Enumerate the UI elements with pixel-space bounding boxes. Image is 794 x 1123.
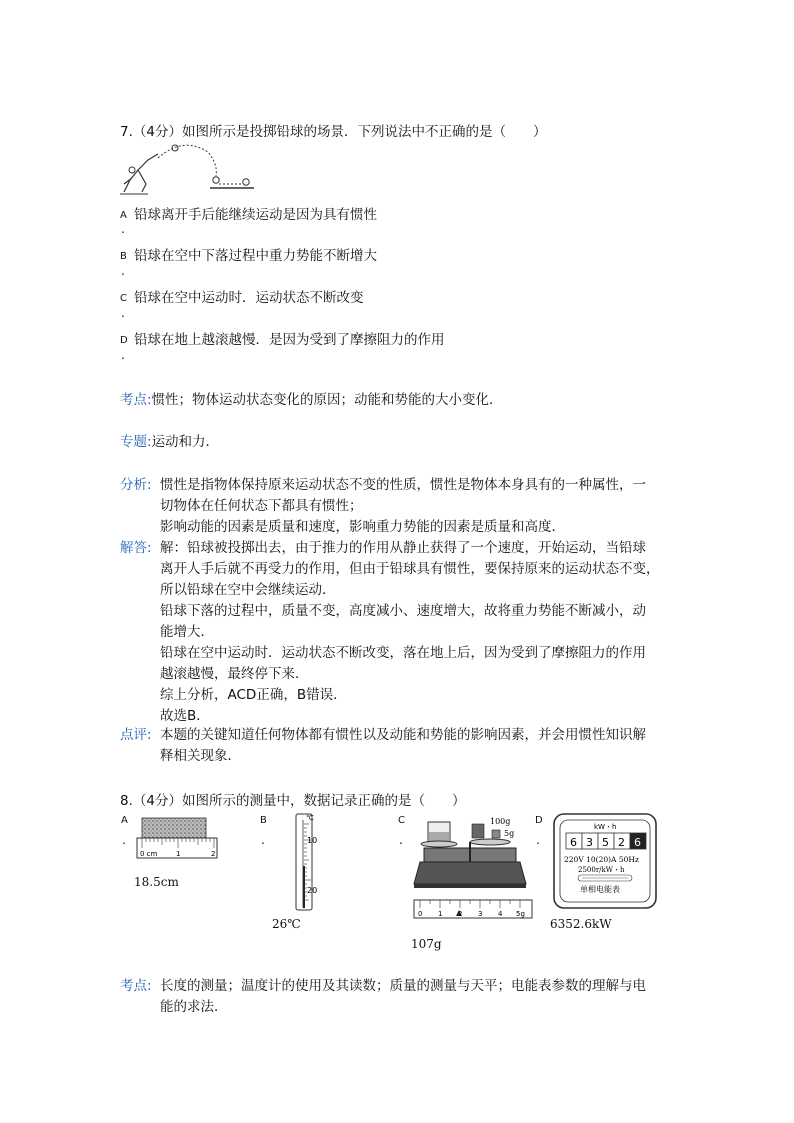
balance-tick-label: 2 [458,910,463,918]
fig-c-letter: C [398,815,405,826]
fig-b-letter: B [260,815,267,826]
thermometer-tick-label: 20 [307,886,318,895]
ruler-tick-label: 1 [176,850,181,858]
dot: . [121,348,125,362]
weight-100g-label: 100g [490,817,511,826]
meter-name: 单相电能表 [580,885,620,894]
meter-digit: 6 [570,836,577,849]
q7-dianping-label: 点评: [120,727,152,743]
fig-d-letter: D [535,815,543,826]
meter-digit: 5 [602,836,609,849]
q7-fenxi-label: 分析: [120,477,152,493]
q8-stem: 8.（4分）如图所示的测量中，数据记录正确的是（ ） [120,793,466,809]
q7-stem: 7.（4分）如图所示是投掷铅球的场景．下列说法中不正确的是（ ） [120,124,547,140]
meter-unit: kW・h [594,823,617,831]
thermometer-unit: ℃ [306,814,314,822]
fig-a-letter: A [121,815,128,826]
fig-c-caption: 107g [411,937,442,951]
q7-dianping-text: 本题的关键知道任何物体都有惯性以及动能和势能的影响因素，并会用惯性知识解 释相关现象． [160,727,646,764]
q8-kaodian-text: 长度的测量；温度计的使用及其读数；质量的测量与天平；电能表参数的理解与电 能的求法． [160,978,646,1015]
block [142,818,206,838]
dot: . [121,264,125,278]
q7-kaodian: 考点:惯性；物体运动状态变化的原因；动能和势能的大小变化． [120,392,503,408]
balance-tick-label: 4 [498,910,503,918]
ruler-tick-label: 2 [211,850,216,858]
q7-jieda-text: 解：铅球被投掷出去，由于推力的作用从静止获得了一个速度，开始运动，当铅球 离开人手后就不再受力的作用，但由于铅球具有惯性，要保持原来的运动状态不变， 所以铅球在空中会继续运动． 铅球下落的过程中，质量不变，高度减小、速度增大，故将重力势能不断减小，动 能增大． 铅球在空中运动时．运动状态不断改变，落在地上后，因为受到了摩擦阻力的作用 越滚越慢，最终停下来． 综上分析，ACD正确，B错误． 故选B． [160,540,660,724]
dot: . [122,833,126,847]
thermometer-figure [290,812,326,912]
balance-tick-label: 5g [516,910,525,918]
fig-a-caption: 18.5cm [134,875,179,889]
meter-digit-decimal: 6 [634,836,641,849]
q7-option-b: B 铅球在空中下落过程中重力势能不断增大 [120,248,377,264]
fig-d-caption: 6352.6kW [550,917,612,931]
ruler-tick-label: 0 cm [140,850,158,858]
q7-option-d: D 铅球在地上越滚越慢．是因为受到了摩擦阻力的作用 [120,332,445,348]
shot-put-illustration [118,140,258,196]
thermometer-tick-label: 10 [307,836,318,845]
electricity-meter-figure [550,812,660,912]
ruler-figure [136,816,220,862]
fig-b-caption: 26℃ [272,917,301,931]
balance-figure [410,812,536,922]
dot: . [399,833,403,847]
balance-tick-label: 3 [478,910,483,918]
meter-constant: 2500r/kW・h [578,866,625,874]
meter-digit: 3 [586,836,593,849]
dot: . [261,833,265,847]
balance-tick-label: 0 [418,910,423,918]
meter-rating: 220V 10(20)A 50Hz [564,855,639,864]
q7-option-a: A 铅球离开手后能继续运动是因为具有惯性 [120,207,377,223]
balance-tick-label: 1 [438,910,443,918]
q7-zhuanti: 专题:运动和力． [120,434,220,450]
meter-digit: 2 [618,836,625,849]
dot: . [121,222,125,236]
dot: . [121,306,125,320]
q8-kaodian-label: 考点: [120,978,152,994]
q7-option-c: C 铅球在空中运动时．运动状态不断改变 [120,290,364,306]
q7-fenxi-text: 惯性是指物体保持原来运动状态不变的性质，惯性是物体本身具有的一种属性，一 切物体在任何状态下都具有惯性； 影响动能的因素是质量和速度，影响重力势能的因素是质量和高度． [160,477,646,535]
q7-jieda-label: 解答: [120,540,152,556]
weight-5g-label: 5g [504,829,515,838]
dot: . [536,833,540,847]
